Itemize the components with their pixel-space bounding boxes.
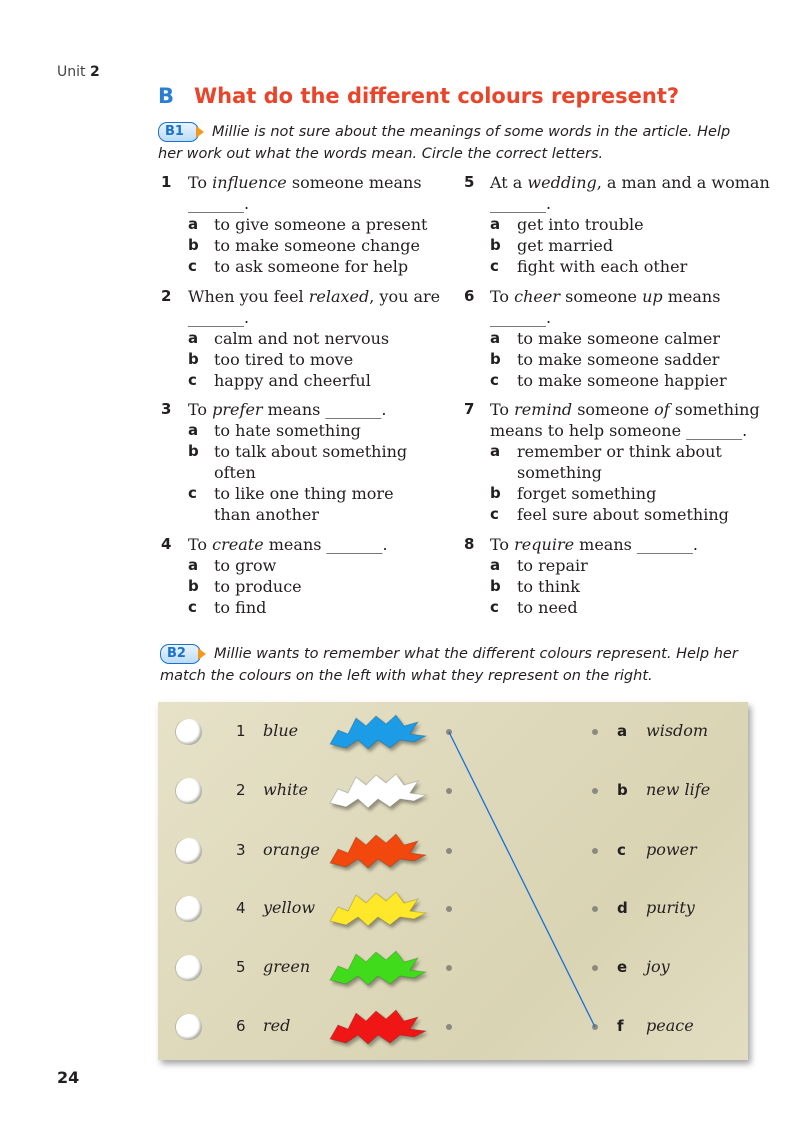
b2-instruction-line1: Millie wants to remember what the different colours represent. Help her — [214, 646, 738, 662]
b1-badge: B1 — [158, 122, 199, 142]
question-keyword: create — [212, 535, 264, 554]
unit-label: Unit 2 — [57, 64, 100, 80]
question-text-part: To — [490, 400, 515, 419]
option-letter[interactable]: b — [490, 236, 501, 254]
option-text: forget something — [517, 484, 657, 503]
paint-swatch-blue — [330, 715, 426, 749]
question-keyword: influence — [212, 173, 287, 192]
question-text-cont: _______. — [188, 194, 250, 213]
option-text: to like one thing more — [214, 484, 394, 503]
question-text-part: someone — [560, 287, 643, 306]
question-keyword: remind — [514, 400, 573, 419]
option-letter[interactable]: b — [490, 350, 501, 368]
option-letter[interactable]: a — [188, 556, 199, 574]
option-letter[interactable]: b — [188, 577, 199, 595]
option-text: feel sure about something — [517, 505, 729, 524]
question-text-part: At a — [490, 173, 528, 192]
colour-number: 1 — [236, 722, 246, 740]
question-text-part: When you feel — [188, 287, 309, 306]
question-text-part: means _______. — [263, 535, 388, 554]
colour-number: 2 — [236, 781, 246, 799]
question-text-part: means — [662, 287, 721, 306]
option-letter[interactable]: b — [188, 350, 199, 368]
question-text-part: means _______. — [262, 400, 387, 419]
meaning-letter: a — [617, 722, 628, 740]
unit-number: 2 — [89, 64, 100, 80]
option-letter[interactable]: a — [188, 215, 199, 233]
question-number: 2 — [161, 287, 172, 305]
option-text-cont: than another — [214, 505, 319, 524]
paint-swatch-green — [330, 951, 426, 985]
question-keyword: of — [654, 400, 670, 419]
meaning-letter: d — [617, 899, 628, 917]
b1-instruction-line1: Millie is not sure about the meanings of some words in the article. Help — [212, 124, 731, 140]
b1-instruction-line2: her work out what the words mean. Circle the correct letters. — [158, 146, 604, 162]
option-text: to produce — [214, 577, 302, 596]
option-text: to hate something — [214, 421, 361, 440]
option-letter[interactable]: c — [490, 598, 499, 616]
question-text-cont: means to help someone _______. — [490, 421, 748, 440]
question-text-part: , a man and a woman — [596, 173, 770, 192]
question-text-cont: _______. — [490, 194, 552, 213]
question-text-cont: _______. — [188, 308, 250, 327]
question-keyword: prefer — [212, 400, 263, 419]
option-text: remember or think about — [517, 442, 722, 461]
colour-name: green — [263, 957, 311, 976]
option-text: to ask someone for help — [214, 257, 409, 276]
question-text-part: To — [188, 535, 213, 554]
meaning-word: peace — [646, 1016, 694, 1035]
colour-number: 3 — [236, 841, 246, 859]
paint-swatch-white — [330, 774, 426, 808]
question-keyword: up — [642, 287, 663, 306]
option-text: to make someone change — [214, 236, 420, 255]
meaning-word: new life — [646, 780, 711, 799]
question-text-part: To — [490, 287, 515, 306]
option-text: happy and cheerful — [214, 371, 371, 390]
option-text: to make someone calmer — [517, 329, 720, 348]
colour-name: red — [263, 1016, 291, 1035]
meaning-word: purity — [646, 898, 695, 917]
option-letter[interactable]: c — [188, 257, 197, 275]
page-number: 24 — [57, 1068, 80, 1087]
meaning-letter: e — [617, 958, 628, 976]
colour-name: yellow — [263, 898, 316, 917]
paint-swatch-orange — [330, 834, 426, 868]
question-number: 3 — [161, 400, 172, 418]
question-number: 1 — [161, 173, 172, 191]
option-text: get into trouble — [517, 215, 644, 234]
question-text-part: someone means — [286, 173, 422, 192]
question-text-part: , you are — [369, 287, 441, 306]
option-text: calm and not nervous — [214, 329, 390, 348]
colour-number: 6 — [236, 1017, 246, 1035]
option-letter[interactable]: c — [490, 257, 499, 275]
b2-badge: B2 — [160, 644, 201, 664]
question-number: 6 — [464, 287, 475, 305]
question-text-part: means _______. — [574, 535, 699, 554]
meaning-letter: b — [617, 781, 628, 799]
question-keyword: cheer — [514, 287, 561, 306]
question-keyword: wedding — [527, 173, 597, 192]
option-letter[interactable]: b — [188, 442, 199, 460]
question-number: 5 — [464, 173, 475, 191]
colour-number: 4 — [236, 899, 246, 917]
b2-instruction-line2: match the colours on the left with what they represent on the right. — [160, 668, 653, 684]
section-letter: B — [158, 84, 175, 108]
colour-number: 5 — [236, 958, 246, 976]
option-text: to find — [214, 598, 267, 617]
option-text-cont: something — [517, 463, 602, 482]
question-text-part: To — [188, 400, 213, 419]
option-text-cont: often — [214, 463, 256, 482]
option-letter[interactable]: c — [490, 371, 499, 389]
question-text-cont: _______. — [490, 308, 552, 327]
option-text: to grow — [214, 556, 277, 575]
option-letter[interactable]: a — [188, 329, 199, 347]
example-match-line — [449, 732, 595, 1027]
option-letter[interactable]: a — [188, 421, 199, 439]
question-text-part: someone — [572, 400, 655, 419]
option-letter[interactable]: c — [188, 484, 197, 502]
option-text: to make someone sadder — [517, 350, 720, 369]
question-number: 4 — [161, 535, 172, 553]
option-text: to talk about something — [214, 442, 408, 461]
option-letter[interactable]: a — [490, 556, 501, 574]
option-text: to make someone happier — [517, 371, 727, 390]
option-letter[interactable]: c — [188, 371, 197, 389]
colour-name: blue — [263, 721, 299, 740]
question-number: 7 — [464, 400, 475, 418]
option-text: to give someone a present — [214, 215, 428, 234]
option-letter[interactable]: c — [188, 598, 197, 616]
option-letter[interactable]: c — [490, 505, 499, 523]
section-title: What do the different colours represent? — [194, 84, 680, 108]
question-text-part: To — [490, 535, 515, 554]
option-letter[interactable]: b — [188, 236, 199, 254]
meaning-letter: c — [617, 841, 626, 859]
paint-swatch-red — [330, 1010, 426, 1044]
meaning-word: wisdom — [646, 721, 709, 740]
option-text: fight with each other — [517, 257, 688, 276]
colour-name: orange — [263, 840, 320, 859]
option-letter[interactable]: a — [490, 442, 501, 460]
option-letter[interactable]: b — [490, 484, 501, 502]
option-letter[interactable]: b — [490, 577, 501, 595]
meaning-letter: f — [617, 1017, 624, 1035]
question-text-part: something — [669, 400, 760, 419]
question-text-part: To — [188, 173, 213, 192]
question-keyword: relaxed — [308, 287, 370, 306]
option-letter[interactable]: a — [490, 215, 501, 233]
option-text: to repair — [517, 556, 588, 575]
meaning-word: power — [646, 840, 697, 859]
option-text: to think — [517, 577, 580, 596]
question-keyword: require — [514, 535, 575, 554]
colour-name: white — [263, 780, 309, 799]
question-number: 8 — [464, 535, 475, 553]
option-text: get married — [517, 236, 614, 255]
option-text: to need — [517, 598, 578, 617]
option-letter[interactable]: a — [490, 329, 501, 347]
paint-swatch-yellow — [330, 892, 426, 926]
meaning-word: joy — [646, 957, 670, 976]
option-text: too tired to move — [214, 350, 354, 369]
